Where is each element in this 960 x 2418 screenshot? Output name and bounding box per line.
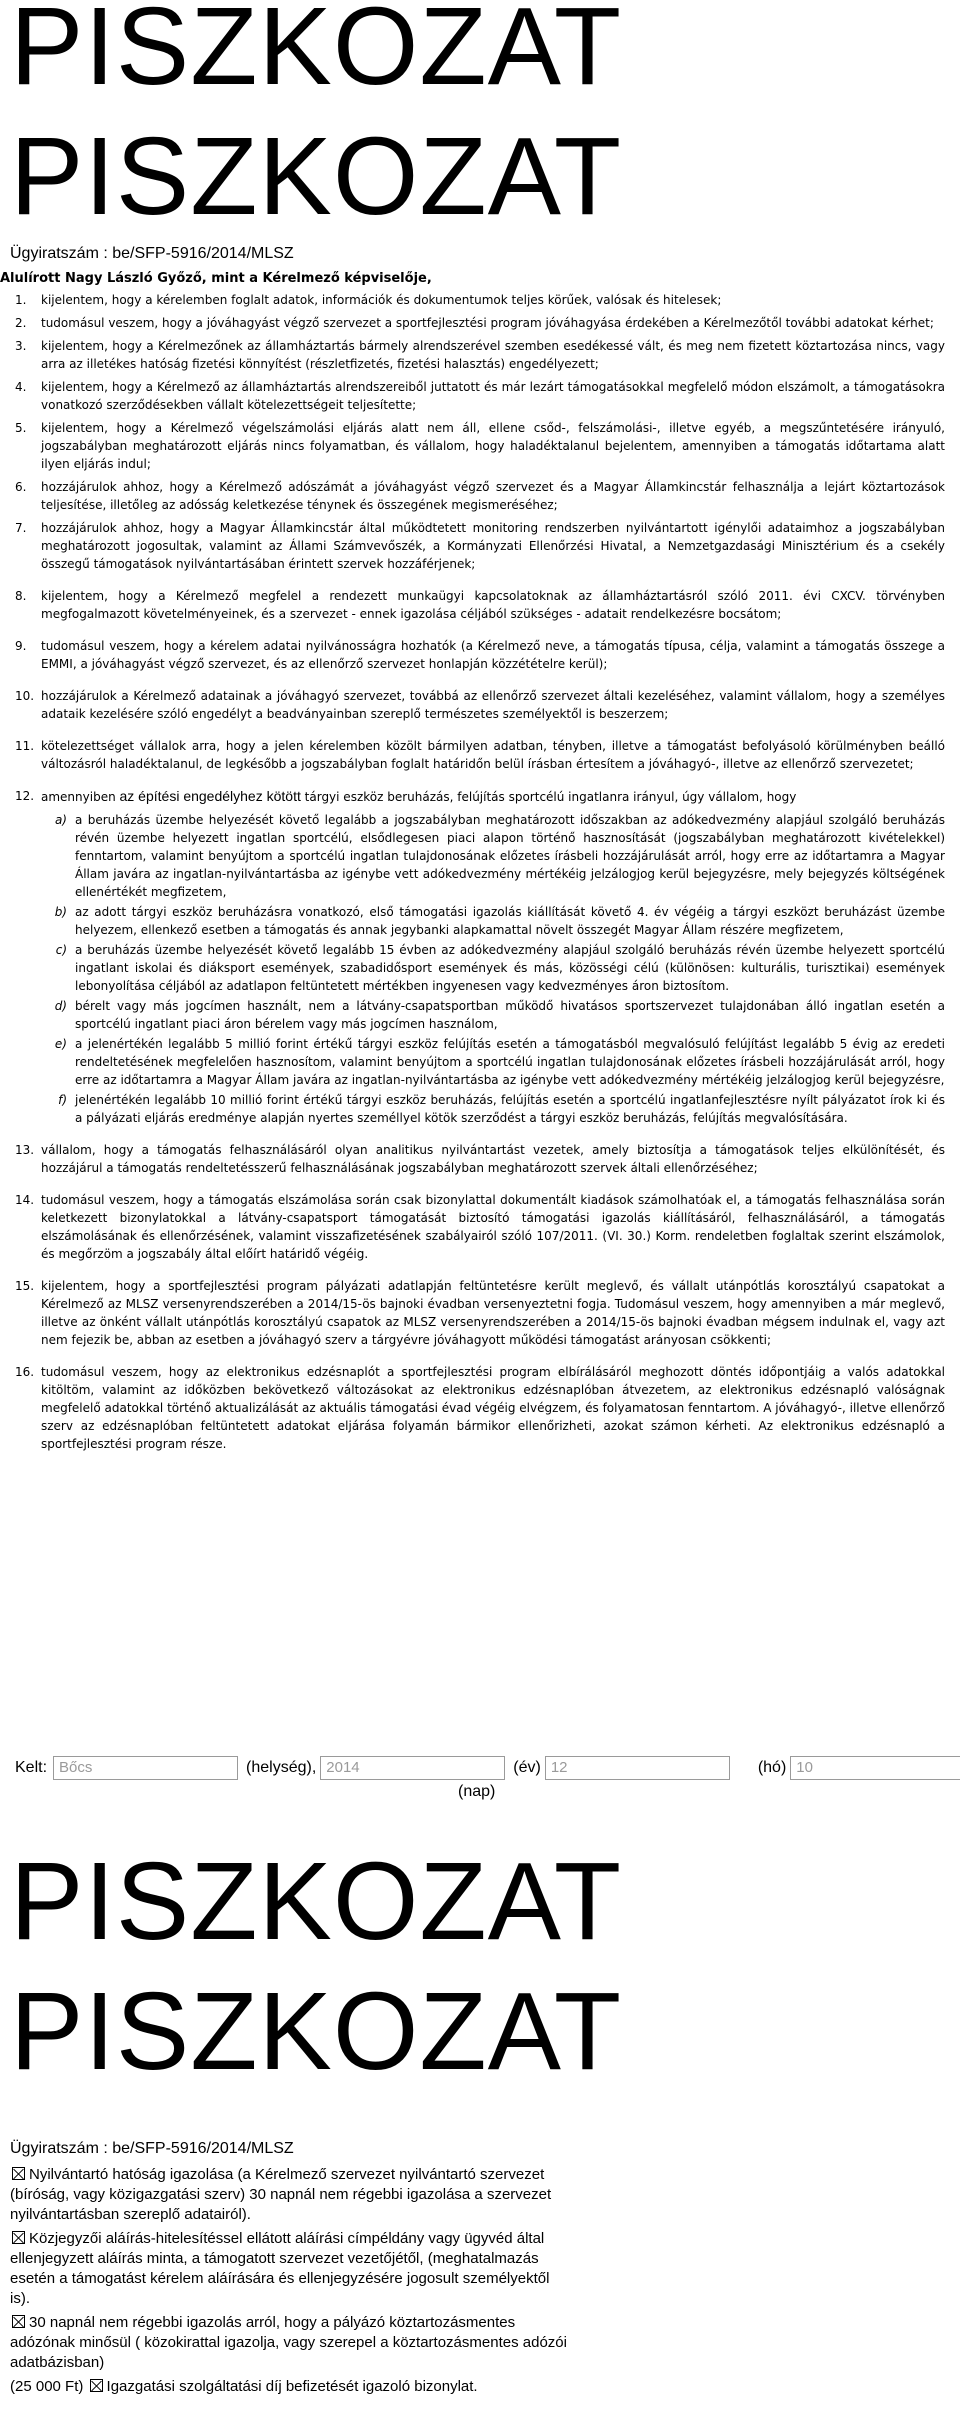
list-item	[15, 314, 945, 332]
signing-date-row	[15, 1756, 960, 1780]
item-number: 13.	[15, 1143, 35, 1157]
list-item	[15, 419, 945, 473]
year-suffix: (év)	[513, 1759, 541, 1776]
sub-item-text: a beruházás üzembe helyezését követő legalább 15 évben az adókedvezmény alapjául szolgáló beruházás révén üzembe helyezett sportcélú ingatlant iskolai és diáksport események, szabadidősport események és más, közösségi célú (különösen: kulturális, turisztikai) események lebonyolítása céljából az adatlapon feltüntetett mértékben ingyenesen vagy kedvezményes áron biztosítom.	[75, 943, 945, 993]
item-text	[41, 1277, 945, 1349]
item-body: tudomásul veszem, hogy a jóváhagyást végző szervezet a sportfejlesztési program jóváhagyása érdekében a Kérelmezőtől további adatokat kérhet;	[41, 316, 934, 330]
sub-item	[15, 903, 945, 939]
list-item	[15, 587, 945, 623]
item-text	[41, 1141, 945, 1177]
item-text	[41, 787, 945, 806]
item-body: hozzájárulok ahhoz, hogy a Kérelmező adószámát a jóváhagyást végző szervezet és a Magyar Államkincstár felhasználja a lejárt köztartozások teljesítése, illetőleg az adósság keletkezése ténynek és összegének megismeréséhez;	[41, 480, 945, 512]
case-number: Ügyiratszám : be/SFP-5916/2014/MLSZ	[10, 245, 294, 262]
checklist-text: Nyilvántartó hatóság igazolása (a Kérelmező szervezet nyilvántartó szervezet (bíróság, vagy közigazgatási szerv) 30 napnál nem régebbi igazolása a szervezet nyilvántartásban szereplő adatairól).	[10, 2166, 552, 2223]
draft-watermark: PISZKOZAT	[10, 0, 623, 108]
item-text	[41, 314, 945, 332]
item-text	[41, 1191, 945, 1263]
item-body: tárgyi eszköz beruházás, felújítás sportcélú ingatlanra irányul, úgy vállalom, hogy	[300, 790, 797, 804]
draft-watermark: PISZKOZAT	[10, 1840, 623, 1963]
checkbox-checked-icon[interactable]	[12, 2231, 25, 2244]
list-item	[15, 1277, 945, 1349]
list-item	[15, 291, 945, 309]
sub-item	[15, 1091, 945, 1127]
sub-item	[15, 1035, 945, 1089]
sub-item-text: bérelt vagy más jogcímen használt, nem a látvány-csapatsportban működő hivatásos sportszervezet tulajdonában álló ingatlan esetén a sportcélú ingatlant piaci áron bérelem vagy más jogcímen használom,	[75, 999, 945, 1031]
item-number: 12.	[15, 789, 35, 803]
item-highlight: az építési engedélyhez kötött	[119, 788, 301, 804]
item-body: kijelentem, hogy a kérelemben foglalt adatok, információk és dokumentumok teljes körűek, valósak és hitelesek;	[41, 293, 722, 307]
item-number: 10.	[15, 689, 35, 703]
list-item	[15, 787, 945, 806]
item-number: 8.	[15, 589, 27, 603]
month-suffix: (hó)	[757, 1759, 787, 1776]
sub-item-letter: b)	[54, 905, 67, 919]
item-number: 4.	[15, 380, 27, 394]
item-body: tudomásul veszem, hogy az elektronikus edzésnaplót a sportfejlesztési program elbírálásáról meghozott döntés időpontjáig a valós adatokkal kitöltöm, valamint az időközben bekövetkező változásokat az elektronikus edzésnaplóban átvezetem, az elektronikus edzésnapló valóságnak megfelelő adatokkal történő aktualizálását az aktuális támogatási évad végéig elvégzem, és folyamatosan fenntartom. A jóváhagyó-, illetve ellenőrző szerv az edzésnaplóban feltüntetett adatokat eljárása folyamán bármikor ellenőrizheti, azokat számon kérheti. Az elektronikus edzésnapló a sportfejlesztési program része.	[41, 1365, 945, 1451]
item-text	[41, 637, 945, 673]
checklist-text: 30 napnál nem régebbi igazolás arról, hogy a pályázó köztartozásmentes adózónak minősül ( közokirattal igazolja, vagy szerepel a köztartozásmentes adózói adatbázisban)	[10, 2314, 567, 2371]
item-body: kijelentem, hogy a Kérelmező az államháztartás alrendszereiből juttatott és már lezárt támogatásokkal megfelelő módon elszámolt, a támogatásokra vonatkozó szerződésekben vállalt kötelezettségeit teljesítette;	[41, 380, 945, 412]
item-body: kötelezettséget vállalok arra, hogy a jelen kérelemben közölt bármilyen adatban, tényben, illetve a támogatást befolyásoló körülményben beálló változásról haladéktalanul, de legkésőbb a jogszabályban foglalt határidőn belül írásban értesítem a jóváhagyó-, illetve az ellenőrző szervezetet;	[41, 739, 945, 771]
item-text	[41, 291, 945, 309]
item-body: kijelentem, hogy a Kérelmezőnek az államháztartás bármely alrendszerével szemben esedékessé vált, és meg nem fizetett köztartozása nincs, vagy arra az illetékes hatóság fizetési könnyítést (részletfizetés, fizetési halasztás) engedélyezett;	[41, 339, 945, 371]
list-item	[15, 737, 945, 773]
checklist-text: Közjegyzői aláírás-hitelesítéssel ellátott aláírási címpéldány vagy ügyvéd által ellenjegyzett aláírás minta, a támogatott szervezet vezetőjétől, (meghatalmazás esetén a támogatást kérelem aláírására és ellenjegyzésére jogosult személyektől is).	[10, 2230, 550, 2307]
sub-item-text: az adott tárgyi eszköz beruházásra vonatkozó, első támogatási igazolás kiállítását követő 4. év végéig a tárgyi eszközt beruházást üzembe helyezem, ellenkező esetben a támogatás és annak jegybanki alapkamattal növelt összegét Magyar Állam részére megfizetem,	[75, 905, 945, 937]
declaration-list	[15, 291, 945, 1458]
sub-item-letter: e)	[54, 1037, 67, 1051]
item-number: 11.	[15, 739, 35, 753]
checkbox-checked-icon[interactable]	[90, 2379, 103, 2392]
list-item	[15, 687, 945, 723]
item-body: kijelentem, hogy a Kérelmező végelszámolási eljárás alatt nem áll, ellene csőd-, felszámolási-, illetve egyéb, a megszűntetésére irányuló, jogszabályban meghatározott eljárás nincs folyamatban, és vállalom, hogy haladéktalanul bejelentem, amennyiben a támogatás időtartama alatt ilyen eljárás indul;	[41, 421, 945, 471]
attachment-checklist	[10, 2165, 570, 2401]
item-number: 2.	[15, 316, 27, 330]
item-line	[41, 787, 945, 806]
item-body: hozzájárulok a Kérelmező adatainak a jóváhagyó szervezet, továbbá az ellenőrző szervezet általi kezeléséhez, valamint vállalom, hogy a személyes adataik kezelésére szóló engedélyt a beadványainban szereplő természetes személyektől is beszerzem;	[41, 689, 945, 721]
checkbox-checked-icon[interactable]	[12, 2315, 25, 2328]
place-field[interactable]: Bőcs	[53, 1756, 238, 1780]
item-number: 1.	[15, 293, 27, 307]
item-number: 7.	[15, 521, 27, 535]
item-prefix: amennyiben	[41, 790, 120, 804]
list-item	[15, 378, 945, 414]
item-number: 3.	[15, 339, 27, 353]
case-number: Ügyiratszám : be/SFP-5916/2014/MLSZ	[10, 2140, 294, 2157]
checkbox-checked-icon[interactable]	[12, 2167, 25, 2180]
kelt-label: Kelt:	[15, 1759, 48, 1776]
item-body: tudomásul veszem, hogy a támogatás elszámolása során csak bizonylattal dokumentált kiadások számolhatóak el, a támogatás felhasználása során keletkezett bizonylatokkal a látvány-csapatsport támogatását biztosító támogatási igazolás kiállításáról, felhasználásáról, a támogatás elszámolásának és ellenőrzésének, valamint visszafizetésének szabályairól szóló 107/2011. (VI. 30.) Korm. rendeletben foglaltak szerint elszámolok, és megőrzöm a jogszabály által előírt határidő végéig.	[41, 1193, 945, 1261]
item-number: 6.	[15, 480, 27, 494]
list-item	[15, 637, 945, 673]
item-number: 16.	[15, 1365, 35, 1379]
item-text	[41, 519, 945, 573]
list-item	[15, 1191, 945, 1263]
list-item	[15, 478, 945, 514]
day-suffix: (nap)	[458, 1783, 496, 1800]
draft-watermark: PISZKOZAT	[10, 115, 623, 238]
item-text	[41, 1363, 945, 1453]
sub-item	[15, 811, 945, 901]
item-text	[41, 687, 945, 723]
checklist-prefix: (25 000 Ft)	[10, 2378, 88, 2395]
sub-item-text: a jelenértékén legalább 5 millió forint értékű tárgyi eszköz felújítás esetén a támogatásból megvalósuló felújítást legalább 5 évig az eredeti rendeltetésének megfelelően hasznosítom, valamint benyújtom a sportcélú ingatlan tulajdonosának előzetes írásbeli hozzájárulását arról, hogy erre az időtartamra a Magyar Állam javára az ingatlan-nyilvántartásba az igénybe vett adókedvezmény mértékéig jelzálogjog kerül bejegyzésre,	[75, 1037, 945, 1087]
sub-item-letter: c)	[55, 943, 67, 957]
item-body: tudomásul veszem, hogy a kérelem adatai nyilvánosságra hozhatók (a Kérelmező neve, a támogatás típusa, célja, valamint a támogatás összege a EMMI, a jóváhagyást végző szervezet, és az ellenőrző szervezet honlapján közzétételre kerül);	[41, 639, 945, 671]
list-item	[15, 519, 945, 573]
item-body: vállalom, hogy a támogatás felhasználásáról olyan analitikus nyilvántartást vezetek, amely biztosítja a támogatások teljes elkülönítését, és hozzájárul a támogatás rendeltetésszerű felhasználásának jogszabályban meghatározott szervek általi ellenőrzéséhez;	[41, 1143, 945, 1175]
list-item	[15, 1363, 945, 1453]
place-suffix: (helység),	[246, 1759, 317, 1776]
item-body: hozzájárulok ahhoz, hogy a Magyar Államkincstár által működtetett monitoring rendszerben nyilvántartott igénylői adataimhoz a jogszabályban meghatározott jogosultak, valamint az Állami Számvevőszék, a Kormányzati Ellenőrzési Hivatal, a Nemzetgazdasági Minisztérium és a csekély összegű támogatások nyilvántartásában érintett szervek hozzáférjenek;	[41, 521, 945, 571]
checklist-item	[10, 2313, 570, 2373]
sub-item-letter: a)	[54, 813, 67, 827]
item-number: 15.	[15, 1279, 35, 1293]
checklist-item	[10, 2229, 570, 2309]
list-item	[15, 1141, 945, 1177]
item-text	[41, 478, 945, 514]
month-field[interactable]: 12	[545, 1756, 730, 1780]
item-text	[41, 587, 945, 623]
list-item	[15, 337, 945, 373]
sub-item-text: a beruházás üzembe helyezését követő legalább a jogszabályban meghatározott időszakban az adókedvezmény alapjául szolgáló beruházás révén üzembe helyezett ingatlan sportcélú, elsődlegesen piaci alapon történő hasznosítását (jogszabályban meghatározott kivételekkel) fenntartom, valamint benyújtom a sportcélú ingatlan tulajdonosának előzetes írásbeli hozzájárulását arról, hogy erre az időtartamra a Magyar Állam javára az ingatlan-nyilvántartásba az igénybe vett adókedvezmény mértékéig jelzálogjog kerül bejegyzésre, mely bejegyzés költségének ellenértékét megfizetem,	[75, 813, 945, 899]
item-text	[41, 378, 945, 414]
checklist-item	[10, 2165, 570, 2225]
sub-item-letter: f)	[58, 1093, 67, 1107]
declaration-lead: Alulírott Nagy László Győző, mint a Kérelmező képviselője,	[0, 271, 432, 286]
year-field[interactable]: 2014	[320, 1756, 505, 1780]
item-number: 5.	[15, 421, 27, 435]
sub-item-text: jelenértékén legalább 10 millió forint értékű tárgyi eszköz beruházás, felújítás esetén a sportcélú ingatlanfejlesztésre nyílt pályázatot írok ki és a pályázati eljárás eredménye alapján nyertes személlyel kötök szerződést a tárgyi eszköz beruházás, felújítás megvalósítására.	[75, 1093, 945, 1125]
sub-item	[15, 941, 945, 995]
item-text	[41, 737, 945, 773]
item-text	[41, 419, 945, 473]
item-number: 9.	[15, 639, 27, 653]
checklist-text: Igazgatási szolgáltatási díj befizetését igazoló bizonylat.	[106, 2378, 478, 2395]
item-body: kijelentem, hogy a Kérelmező megfelel a rendezett munkaügyi kapcsolatoknak az államháztartásról szóló 2011. évi CXCV. törvényben megfogalmazott követelményeinek, és a szervezet - ennek igazolása céljából szükséges - adatait rendelkezésre bocsátom;	[41, 589, 945, 621]
item-number: 14.	[15, 1193, 35, 1207]
draft-watermark: PISZKOZAT	[10, 1970, 623, 2093]
checklist-item	[10, 2377, 570, 2397]
item-text	[41, 337, 945, 373]
item-body: kijelentem, hogy a sportfejlesztési program pályázati adatlapján feltüntetésre került meglevő, és vállalt utánpótlás korosztályú csapatokat a Kérelmező az MLSZ versenyrendszerében a 2014/15-ös bajnoki évadban versenyeztetni fogja. Tudomásul veszem, hogy amennyiben a már meglevő, illetve az önként vállalt utánpótlás korosztályú csapatok az MLSZ versenyrendszerében a 2014/15-ös bajnoki évadban mégsem indulnak el, vagy azt nem fejezik be, abban az esetben a jóváhagyó szerv a tárgyévre jóváhagyott működési támogatást arányosan csökkenti;	[41, 1279, 945, 1347]
sub-item	[15, 997, 945, 1033]
day-field[interactable]: 10	[790, 1756, 960, 1780]
sub-item-letter: d)	[54, 999, 67, 1013]
